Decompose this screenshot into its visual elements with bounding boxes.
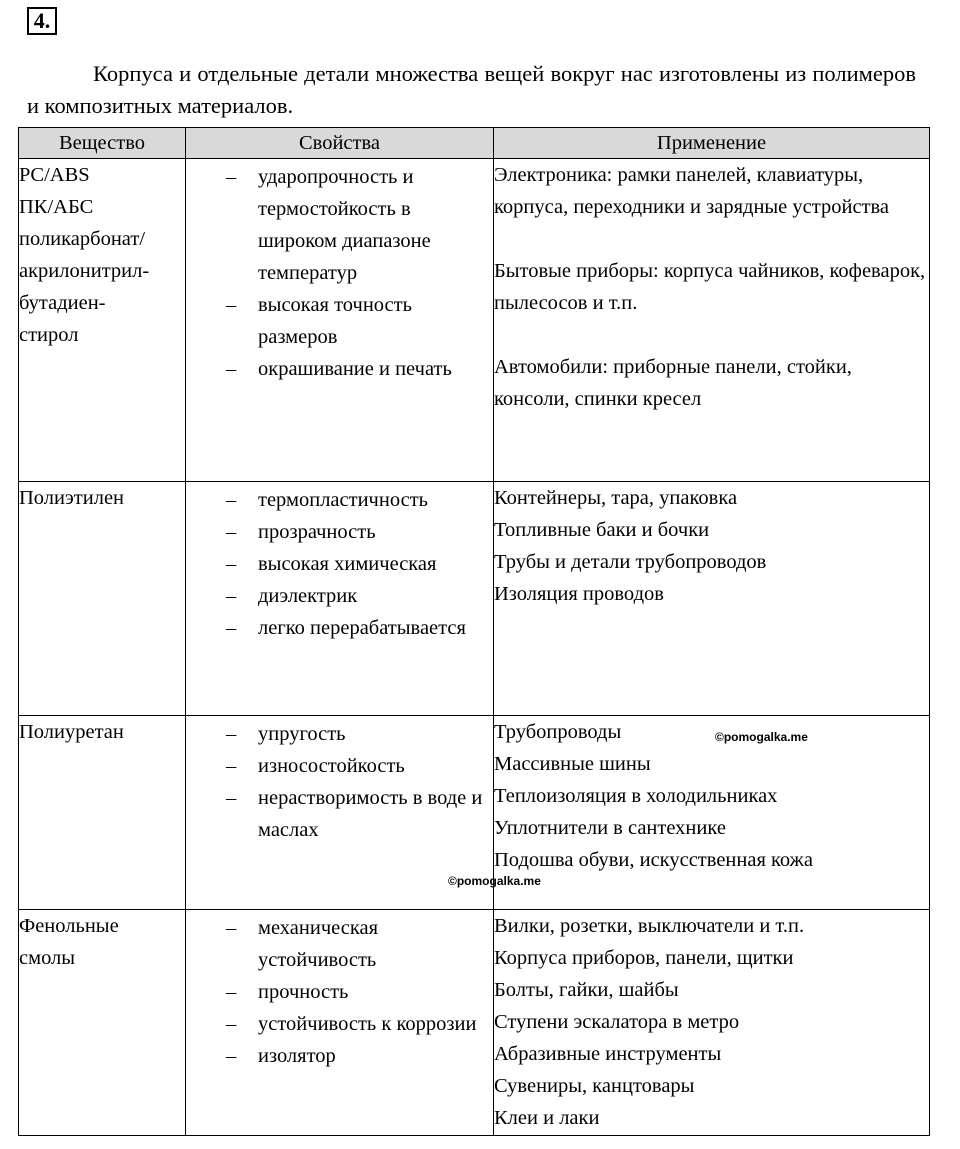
table-row bbox=[19, 482, 930, 716]
substance-line: смолы bbox=[19, 947, 76, 969]
application-item: Топливные баки и бочки bbox=[494, 519, 710, 541]
substance-cell bbox=[19, 716, 186, 910]
substance-cell bbox=[19, 910, 186, 1136]
properties-cell bbox=[186, 482, 494, 716]
property-item: – прочность bbox=[186, 976, 493, 1008]
application-item: Клеи и лаки bbox=[494, 1107, 600, 1129]
application-gap bbox=[494, 319, 929, 351]
application-item: Теплоизоляция в холодильниках bbox=[494, 785, 778, 807]
application-item: Трубопроводы bbox=[494, 721, 622, 743]
application-item: Корпуса приборов, панели, щитки bbox=[494, 947, 794, 969]
property-item: – изолятор bbox=[186, 1040, 493, 1072]
property-item: – термопластичность bbox=[186, 484, 493, 516]
application-item: Массивные шины bbox=[494, 753, 651, 775]
properties-list bbox=[186, 482, 493, 644]
applications-cell bbox=[494, 482, 930, 716]
materials-table bbox=[18, 127, 930, 1136]
substance-line: стирол bbox=[19, 324, 79, 346]
properties-list bbox=[186, 716, 493, 846]
header-properties: Свойства bbox=[186, 128, 494, 159]
property-item: – высокая химическая bbox=[186, 548, 493, 580]
application-item: Подошва обуви, искусственная кожа bbox=[494, 849, 813, 871]
substance-line: ПК/АБС bbox=[19, 196, 94, 218]
property-item: – диэлектрик bbox=[186, 580, 493, 612]
substance-line: бутадиен- bbox=[19, 292, 106, 314]
application-gap bbox=[494, 223, 929, 255]
application-item: Болты, гайки, шайбы bbox=[494, 979, 679, 1001]
application-item: Трубы и детали трубопроводов bbox=[494, 551, 767, 573]
application-item: Абразивные инструменты bbox=[494, 1043, 722, 1065]
property-item: – упругость bbox=[186, 718, 493, 750]
property-item: – ударопрочность и термостойкость в широком диапазоне температур bbox=[186, 161, 493, 289]
table-row bbox=[19, 159, 930, 482]
watermark: ©pomogalka.me bbox=[448, 874, 541, 888]
application-item: Бытовые приборы: корпуса чайников, кофеварок, пылесосов и т.п. bbox=[494, 260, 926, 314]
header-applications: Применение bbox=[494, 128, 930, 159]
watermark: ©pomogalka.me bbox=[715, 730, 808, 744]
property-item: – нерастворимость в воде и маслах bbox=[186, 782, 493, 846]
substance-line: PC/ABS bbox=[19, 164, 90, 186]
substance-line: Полиуретан bbox=[19, 721, 124, 743]
substance-line: Полиэтилен bbox=[19, 487, 125, 509]
application-item: Контейнеры, тара, упаковка bbox=[494, 487, 738, 509]
table-header-row bbox=[19, 128, 930, 159]
properties-list bbox=[186, 910, 493, 1072]
intro-paragraph: Корпуса и отдельные детали множества вещей вокруг нас изготовлены из полимеров и композитных материалов. bbox=[27, 61, 916, 118]
application-item: Ступени эскалатора в метро bbox=[494, 1011, 740, 1033]
application-item: Электроника: рамки панелей, клавиатуры, корпуса, переходники и зарядные устройства bbox=[494, 164, 890, 218]
property-item: – легко перерабатывается bbox=[186, 612, 493, 644]
application-item: Автомобили: приборные панели, стойки, консоли, спинки кресел bbox=[494, 356, 852, 410]
table-row bbox=[19, 910, 930, 1136]
property-item: – механическая устойчивость bbox=[186, 912, 493, 976]
applications-cell bbox=[494, 716, 930, 910]
application-item: Сувениры, канцтовары bbox=[494, 1075, 695, 1097]
property-item: – устойчивость к коррозии bbox=[186, 1008, 493, 1040]
properties-list bbox=[186, 159, 493, 385]
substance-cell bbox=[19, 159, 186, 482]
applications-cell bbox=[494, 159, 930, 482]
applications-cell bbox=[494, 910, 930, 1136]
properties-cell bbox=[186, 159, 494, 482]
substance-line: Фенольные bbox=[19, 915, 119, 937]
property-item: – окрашивание и печать bbox=[186, 353, 493, 385]
properties-cell bbox=[186, 910, 494, 1136]
property-item: – прозрачность bbox=[186, 516, 493, 548]
header-substance: Вещество bbox=[19, 128, 186, 159]
property-item: – высокая точность размеров bbox=[186, 289, 493, 353]
substance-cell bbox=[19, 482, 186, 716]
application-item: Изоляция проводов bbox=[494, 583, 664, 605]
substance-line: акрилонитрил- bbox=[19, 260, 150, 282]
substance-line: поликарбонат/ bbox=[19, 228, 146, 250]
application-item: Уплотнители в сантехнике bbox=[494, 817, 726, 839]
task-number: 4. bbox=[27, 7, 57, 35]
application-item: Вилки, розетки, выключатели и т.п. bbox=[494, 915, 805, 937]
property-item: – износостойкость bbox=[186, 750, 493, 782]
